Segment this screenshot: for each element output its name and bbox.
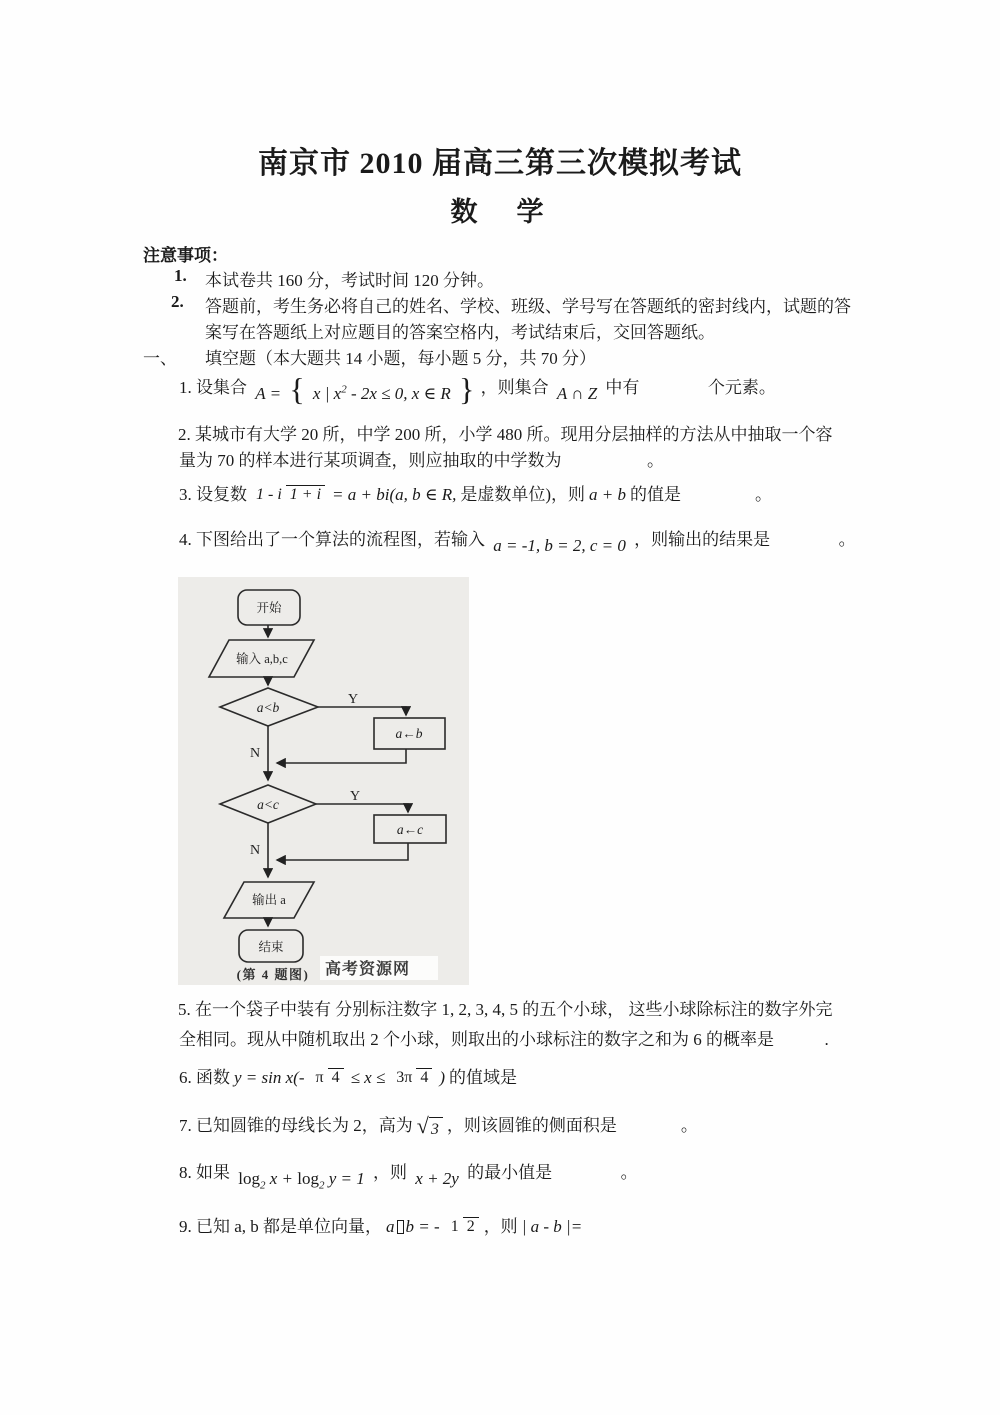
- q4-text-mid: ，则输出的结果是: [634, 530, 771, 549]
- question-1: [178, 370, 777, 407]
- q8-text: 8. 如果: [179, 1163, 230, 1182]
- flow-connectors: [268, 625, 408, 926]
- flowchart-assign-2-label: a←c: [396, 822, 424, 837]
- q7-radicand: 3: [429, 1117, 443, 1141]
- left-brace: {: [289, 370, 305, 407]
- q3-frac-denominator: 1 + i: [286, 485, 325, 503]
- question-7: [178, 1108, 699, 1144]
- q3-equation: = a + bi(a, b ∈ R,: [332, 485, 457, 504]
- answer-blank: [567, 465, 642, 466]
- exam-title: 南京市 2010 届高三第三次模拟考试: [258, 147, 742, 180]
- q3-tail: 。: [754, 485, 772, 504]
- flowchart-decision-1: [220, 688, 318, 726]
- question-6: [178, 1054, 518, 1102]
- q1-exponent: 2: [341, 383, 347, 395]
- exam-subject: 数 学: [450, 197, 550, 227]
- flowchart-assign-1: [374, 718, 445, 749]
- q2-tail: 。: [647, 451, 664, 470]
- q6-inequality: ≤ x ≤: [350, 1068, 386, 1087]
- q8-var2: y = 1: [324, 1169, 365, 1188]
- flowchart-no-2-label: N: [250, 843, 261, 858]
- question-5-line2: [178, 1029, 830, 1051]
- question-3: [178, 472, 773, 518]
- answer-blank: [557, 1177, 615, 1178]
- q8-log1-base: 2: [259, 1179, 266, 1192]
- flowchart-decision-2: [220, 785, 316, 823]
- q1-intersection: A ∩ Z: [556, 383, 598, 403]
- flowchart-end-label: 结束: [258, 940, 284, 954]
- answer-blank: [618, 1126, 680, 1127]
- q1-text-mid: ，则集合: [480, 377, 549, 397]
- flowchart-condition-2: a<c: [257, 797, 279, 812]
- answer-blank: [779, 1044, 819, 1045]
- flowchart-start-node: [238, 590, 300, 625]
- q1-text: 1. 设集合: [179, 377, 247, 397]
- q3-fraction: [252, 486, 325, 504]
- q7-tail: 。: [680, 1116, 698, 1135]
- q4-input-values: a = -1, b = 2, c = 0: [493, 536, 626, 555]
- section-title: 填空题（本大题共 14 小题，每小题 5 分，共 70 分）: [205, 349, 596, 368]
- answer-blank: [682, 495, 754, 496]
- q9-vector-b-equals: b = -: [405, 1217, 440, 1236]
- q8-text-mid: ，则: [373, 1163, 408, 1182]
- q8-var1: x +: [265, 1169, 298, 1188]
- right-brace: }: [459, 370, 475, 407]
- q9-frac-numerator: 1: [450, 1218, 459, 1236]
- q9-text-mid: ，则: [483, 1217, 518, 1236]
- flowchart-end-node: [239, 930, 303, 962]
- q7-square-root: [416, 1113, 443, 1141]
- flowchart-input-label: 输入 a,b,c: [236, 652, 288, 666]
- flowchart-output-label: 输出 a: [252, 893, 286, 907]
- q6-function: y = sin x(-: [234, 1068, 305, 1087]
- q6-close-paren: ): [439, 1068, 446, 1087]
- q6-text-mid: 的值域是: [449, 1068, 518, 1087]
- q3-frac-numerator: 1 - i: [256, 486, 282, 504]
- q8-text-mid2: 的最小值是: [467, 1163, 553, 1182]
- q1-set-expr-a: x | x: [312, 383, 342, 403]
- q8-log2-base: 2: [319, 1179, 325, 1192]
- q3-text-mid2: 的值是: [629, 485, 681, 504]
- q9-fraction: [447, 1218, 479, 1236]
- question-9: [178, 1202, 585, 1252]
- q5-text: 全相同。现从中随机取出 2 个小球，则取出的小球标注的数字之和为 6 的概率是: [179, 1030, 774, 1049]
- q1-set-expr-b: - 2x ≤ 0, x ∈ R: [346, 383, 451, 403]
- watermark-text: 高考资源网: [325, 961, 411, 978]
- q1-set-expression: [310, 384, 454, 403]
- q3-text-imaginary: 是虚数单位)，则: [460, 485, 585, 504]
- question-4: [178, 529, 857, 555]
- q6-frac1-denominator: 4: [328, 1068, 344, 1086]
- question-5-line1: 5. 在一个袋子中装有 分别标注数字 1, 2, 3, 4, 5 的五个小球， 这些小球除标注的数字外完: [178, 1000, 833, 1019]
- answer-blank: [645, 392, 703, 393]
- missing-glyph-box: [397, 1220, 404, 1234]
- q8-expression: x + 2y: [415, 1169, 459, 1188]
- q9-vector-a: a: [386, 1217, 395, 1236]
- q7-text: 7. 已知圆锥的母线长为 2，高为: [179, 1116, 413, 1135]
- q4-text: 4. 下图给出了一个算法的流程图，若输入: [179, 530, 485, 549]
- flowchart-svg: [178, 577, 469, 985]
- notice-item-1-number: 1.: [174, 266, 187, 285]
- question-8: [178, 1162, 639, 1190]
- flowchart-start-label: 开始: [256, 601, 282, 615]
- watermark: [320, 956, 438, 980]
- flowchart-figure: [178, 577, 469, 985]
- notice-item-2-line2: 案写在答题纸上对应题目的答案空格内，考试结束后，交回答题纸。: [205, 323, 715, 342]
- notice-heading: 注意事项：: [143, 246, 228, 265]
- q9-frac-denominator: 2: [463, 1217, 479, 1235]
- flowchart-assign-1-label: a←b: [395, 726, 423, 741]
- q6-fraction-1: [311, 1069, 343, 1087]
- radical-sign: √: [416, 1113, 429, 1138]
- q1-set-name: A =: [255, 383, 282, 403]
- q1-text-mid2: 中有: [605, 377, 640, 397]
- flowchart-output-node: [224, 882, 314, 918]
- q9-text: 9. 已知 a, b 都是单位向量，: [179, 1217, 383, 1236]
- q2-text: 量为 70 的样本进行某项调查，则应抽取的中学数为: [179, 451, 562, 470]
- q6-fraction-2: [392, 1069, 432, 1087]
- q4-tail: 。: [838, 530, 856, 549]
- answer-blank: [775, 544, 833, 545]
- q3-a-plus-b: a + b: [589, 485, 626, 504]
- q6-frac1-numerator: π: [315, 1069, 324, 1087]
- q6-frac2-denominator: 4: [416, 1068, 432, 1086]
- question-2-line1: 2. 某城市有大学 20 所，中学 200 所，小学 480 所。现用分层抽样的方法从中抽取一个容: [178, 425, 833, 444]
- q1-tail: 个元素。: [707, 377, 776, 397]
- flowchart-input-node: [209, 640, 314, 677]
- q8-log-equation: [235, 1169, 368, 1192]
- q7-text-mid: ，则该圆锥的侧面积是: [446, 1116, 617, 1135]
- q3-text: 3. 设复数: [179, 485, 247, 504]
- notice-item-2-line1: 答题前，考生务必将自己的姓名、学校、班级、学号写在答题纸的密封线内，试题的答: [205, 297, 851, 316]
- q6-text: 6. 函数: [179, 1068, 230, 1087]
- section-label: 一、: [143, 349, 177, 368]
- flowchart-yes-1-label: Y: [348, 692, 359, 707]
- flowchart-caption: (第 4 题图): [236, 967, 310, 982]
- q8-log2: log: [297, 1169, 319, 1188]
- notice-item-1: 本试卷共 160 分，考试时间 120 分钟。: [205, 271, 494, 290]
- flowchart-yes-2-label: Y: [350, 789, 361, 804]
- flowchart-condition-1: a<b: [256, 700, 280, 715]
- q5-tail: .: [824, 1030, 829, 1049]
- flowchart-assign-2: [374, 815, 446, 843]
- q8-tail: 。: [620, 1163, 638, 1182]
- q6-frac2-numerator: 3π: [396, 1069, 413, 1087]
- q9-magnitude: | a - b |=: [521, 1217, 583, 1236]
- q8-log1: log: [238, 1169, 260, 1188]
- flowchart-no-1-label: N: [250, 746, 261, 761]
- question-2-line2: [178, 450, 665, 472]
- notice-item-2-number: 2.: [171, 292, 184, 311]
